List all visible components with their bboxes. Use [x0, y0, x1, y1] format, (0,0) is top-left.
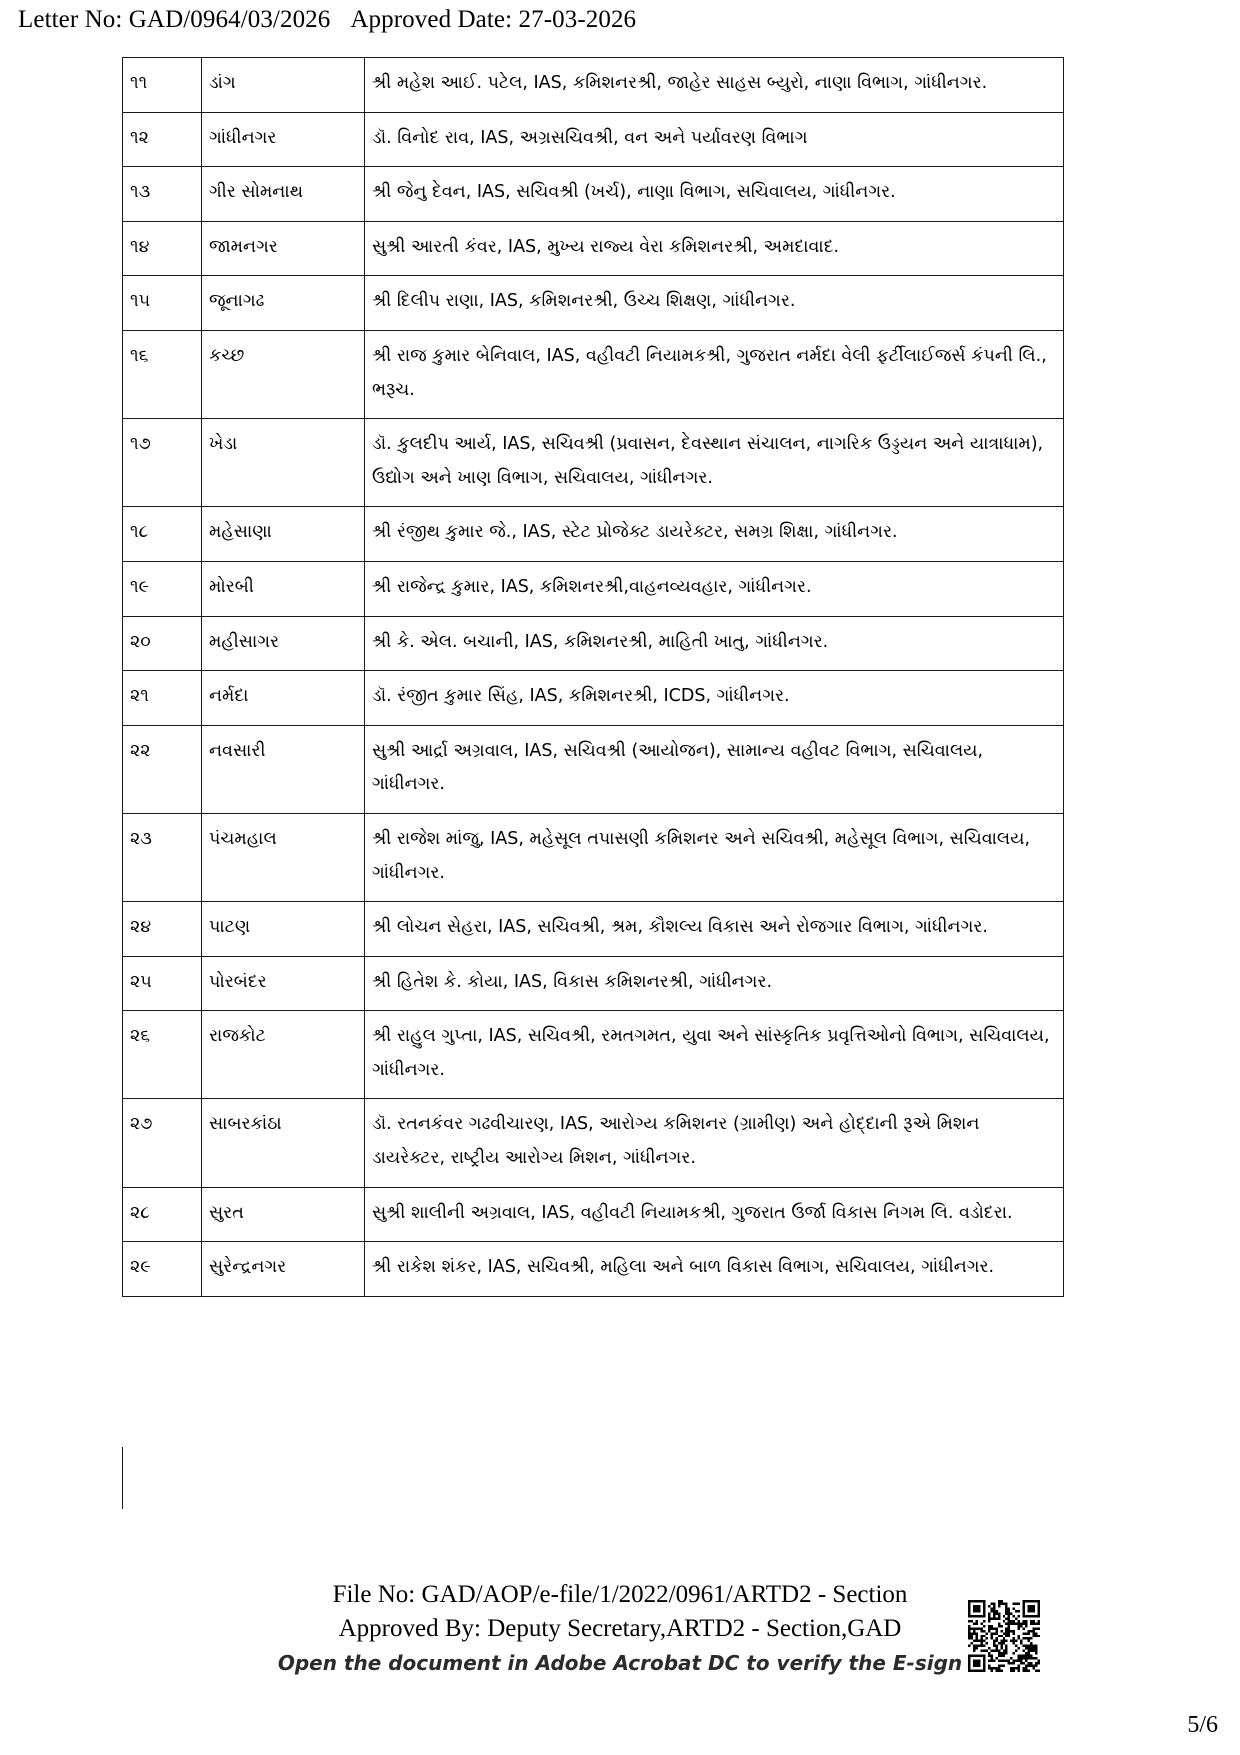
approved-date: Approved Date: 27-03-2026	[350, 6, 637, 33]
table-row	[123, 725, 1064, 813]
row-serial-number: ૨૫	[123, 956, 202, 1011]
row-serial-number: ૨૯	[123, 1242, 202, 1297]
row-serial-number: ૧૩	[123, 167, 202, 222]
row-district-name: ખેડા	[202, 419, 365, 507]
table-row	[123, 616, 1064, 671]
row-district-name: નર્મદા	[202, 671, 365, 726]
roster-table	[122, 57, 1064, 1297]
row-district-name: પોરબંદર	[202, 956, 365, 1011]
row-serial-number: ૧૧	[123, 58, 202, 113]
roster-table-wrapper	[122, 57, 1050, 1297]
table-row	[123, 1099, 1064, 1187]
row-district-name: ગીર સોમનાથ	[202, 167, 365, 222]
table-row	[123, 330, 1064, 418]
row-district-name: સાબરકાંઠા	[202, 1099, 365, 1187]
row-serial-number: ૨૦	[123, 616, 202, 671]
row-serial-number: ૧૮	[123, 507, 202, 562]
table-row	[123, 671, 1064, 726]
footer-approved-by: Approved By: Deputy Secretary,ARTD2 - Section,GAD	[338, 1615, 902, 1642]
table-row	[123, 112, 1064, 167]
row-district-name: સુરત	[202, 1187, 365, 1242]
footer-file-no: File No: GAD/AOP/e-file/1/2022/0961/ARTD2 - Section	[332, 1581, 908, 1608]
row-officer-description: ડૉ. રતનકંવર ગઢવીચારણ, IAS, આરોગ્ય કમિશનર (ગ્રામીણ) અને હોદ્દાની રૂએ મિશન ડાયરેક્ટર, રાષ્ટ્રીય આરોગ્ય મિશન, ગાંધીનગર.	[365, 1099, 1064, 1187]
row-serial-number: ૨૧	[123, 671, 202, 726]
table-row	[123, 58, 1064, 113]
row-district-name: જૂનાગઢ	[202, 276, 365, 331]
row-officer-description: શ્રી રાજેન્દ્ર કુમાર, IAS, કમિશનરશ્રી,વાહનવ્યવહાર, ગાંધીનગર.	[365, 561, 1064, 616]
row-serial-number: ૧૫	[123, 276, 202, 331]
row-district-name: મહીસાગર	[202, 616, 365, 671]
table-row	[123, 507, 1064, 562]
table-row	[123, 1011, 1064, 1099]
row-serial-number: ૨૩	[123, 813, 202, 901]
table-row	[123, 561, 1064, 616]
qr-code-icon	[968, 1600, 1040, 1672]
table-tail-left-rule	[122, 1447, 123, 1509]
row-officer-description: સુશ્રી આર્દ્રા અગ્રવાલ, IAS, સચિવશ્રી (આયોજન), સામાન્ય વહીવટ વિભાગ, સચિવાલય, ગાંધીનગર.	[365, 725, 1064, 813]
table-row	[123, 956, 1064, 1011]
row-serial-number: ૧૭	[123, 419, 202, 507]
row-officer-description: શ્રી રાકેશ શંકર, IAS, સચિવશ્રી, મહિલા અને બાળ વિકાસ વિભાગ, સચિવાલય, ગાંધીનગર.	[365, 1242, 1064, 1297]
row-district-name: સુરેન્દ્રનગર	[202, 1242, 365, 1297]
row-district-name: નવસારી	[202, 725, 365, 813]
row-officer-description: ડૉ. કુલદીપ આર્ય, IAS, સચિવશ્રી (પ્રવાસન, દેવસ્થાન સંચાલન, નાગરિક ઉડ્ડયન અને યાત્રાધામ), ઉદ્યોગ અને ખાણ વિભાગ, સચિવાલય, ગાંધીનગર.	[365, 419, 1064, 507]
row-serial-number: ૧૨	[123, 112, 202, 167]
row-officer-description: શ્રી રાહુલ ગુપ્તા, IAS, સચિવશ્રી, રમતગમત, યુવા અને સાંસ્કૃતિક પ્રવૃત્તિઓનો વિભાગ, સચિવાલય, ગાંધીનગર.	[365, 1011, 1064, 1099]
row-district-name: ડાંગ	[202, 58, 365, 113]
row-serial-number: ૨૮	[123, 1187, 202, 1242]
row-district-name: ગાંધીનગર	[202, 112, 365, 167]
row-officer-description: ડૉ. વિનોદ રાવ, IAS, અગ્રસચિવશ્રી, વન અને પર્યાવરણ વિભાગ	[365, 112, 1064, 167]
row-officer-description: ડૉ. રંજીત કુમાર સિંહ, IAS, કમિશનરશ્રી, ICDS, ગાંધીનગર.	[365, 671, 1064, 726]
row-officer-description: શ્રી રાજ કુમાર બેનિવાલ, IAS, વહીવટી નિયામકશ્રી, ગુજરાત નર્મદા વેલી ફર્ટીલાઈજર્સ કંપની લિ., ભરૂચ.	[365, 330, 1064, 418]
table-row	[123, 1187, 1064, 1242]
row-serial-number: ૨૬	[123, 1011, 202, 1099]
row-officer-description: શ્રી દિલીપ રાણા, IAS, કમિશનરશ્રી, ઉચ્ચ શિક્ષણ, ગાંધીનગર.	[365, 276, 1064, 331]
table-row	[123, 221, 1064, 276]
table-row	[123, 1242, 1064, 1297]
page-number: 5/6	[1187, 1712, 1218, 1738]
document-footer	[0, 1578, 1240, 1675]
row-serial-number: ૨૪	[123, 902, 202, 957]
row-serial-number: ૧૯	[123, 561, 202, 616]
document-header	[18, 6, 636, 34]
row-serial-number: ૧૪	[123, 221, 202, 276]
table-row	[123, 276, 1064, 331]
row-district-name: રાજકોટ	[202, 1011, 365, 1099]
row-serial-number: ૨૭	[123, 1099, 202, 1187]
row-district-name: મોરબી	[202, 561, 365, 616]
row-district-name: જામનગર	[202, 221, 365, 276]
row-serial-number: ૧૬	[123, 330, 202, 418]
row-district-name: કચ્છ	[202, 330, 365, 418]
row-officer-description: શ્રી લોચન સેહરા, IAS, સચિવશ્રી, શ્રમ, કૌશલ્ય વિકાસ અને રોજગાર વિભાગ, ગાંધીનગર.	[365, 902, 1064, 957]
table-row	[123, 902, 1064, 957]
row-district-name: પાટણ	[202, 902, 365, 957]
letter-no: Letter No: GAD/0964/03/2026	[18, 6, 331, 33]
row-officer-description: શ્રી મહેશ આઈ. પટેલ, IAS, કમિશનરશ્રી, જાહેર સાહસ બ્યુરો, નાણા વિભાગ, ગાંધીનગર.	[365, 58, 1064, 113]
table-row	[123, 167, 1064, 222]
esign-qr-code	[968, 1600, 1040, 1672]
row-officer-description: શ્રી કે. એલ. બચાની, IAS, કમિશનરશ્રી, માહિતી ખાતુ, ગાંધીનગર.	[365, 616, 1064, 671]
row-officer-description: સુશ્રી આરતી કંવર, IAS, મુખ્ય રાજ્ય વેરા કમિશનરશ્રી, અમદાવાદ.	[365, 221, 1064, 276]
row-district-name: પંચમહાલ	[202, 813, 365, 901]
row-officer-description: શ્રી રાજેશ માંજુ, IAS, મહેસૂલ તપાસણી કમિશનર અને સચિવશ્રી, મહેસૂલ વિભાગ, સચિવાલય, ગાંધીનગર.	[365, 813, 1064, 901]
row-officer-description: સુશ્રી શાલીની અગ્રવાલ, IAS, વહીવટી નિયામકશ્રી, ગુજરાત ઉર્જા વિકાસ નિગમ લિ. વડોદરા.	[365, 1187, 1064, 1242]
row-officer-description: શ્રી હિતેશ કે. કોયા, IAS, વિકાસ કમિશનરશ્રી, ગાંધીનગર.	[365, 956, 1064, 1011]
row-serial-number: ૨૨	[123, 725, 202, 813]
table-row	[123, 813, 1064, 901]
footer-verify-note: Open the document in Adobe Acrobat DC to verify the E-sign	[277, 1651, 963, 1675]
table-row	[123, 419, 1064, 507]
row-officer-description: શ્રી રંજીથ કુમાર જે., IAS, સ્ટેટ પ્રોજેક્ટ ડાયરેક્ટર, સમગ્ર શિક્ષા, ગાંધીનગર.	[365, 507, 1064, 562]
row-district-name: મહેસાણા	[202, 507, 365, 562]
row-officer-description: શ્રી જેનુ દેવન, IAS, સચિવશ્રી (ખર્ચ), નાણા વિભાગ, સચિવાલય, ગાંધીનગર.	[365, 167, 1064, 222]
